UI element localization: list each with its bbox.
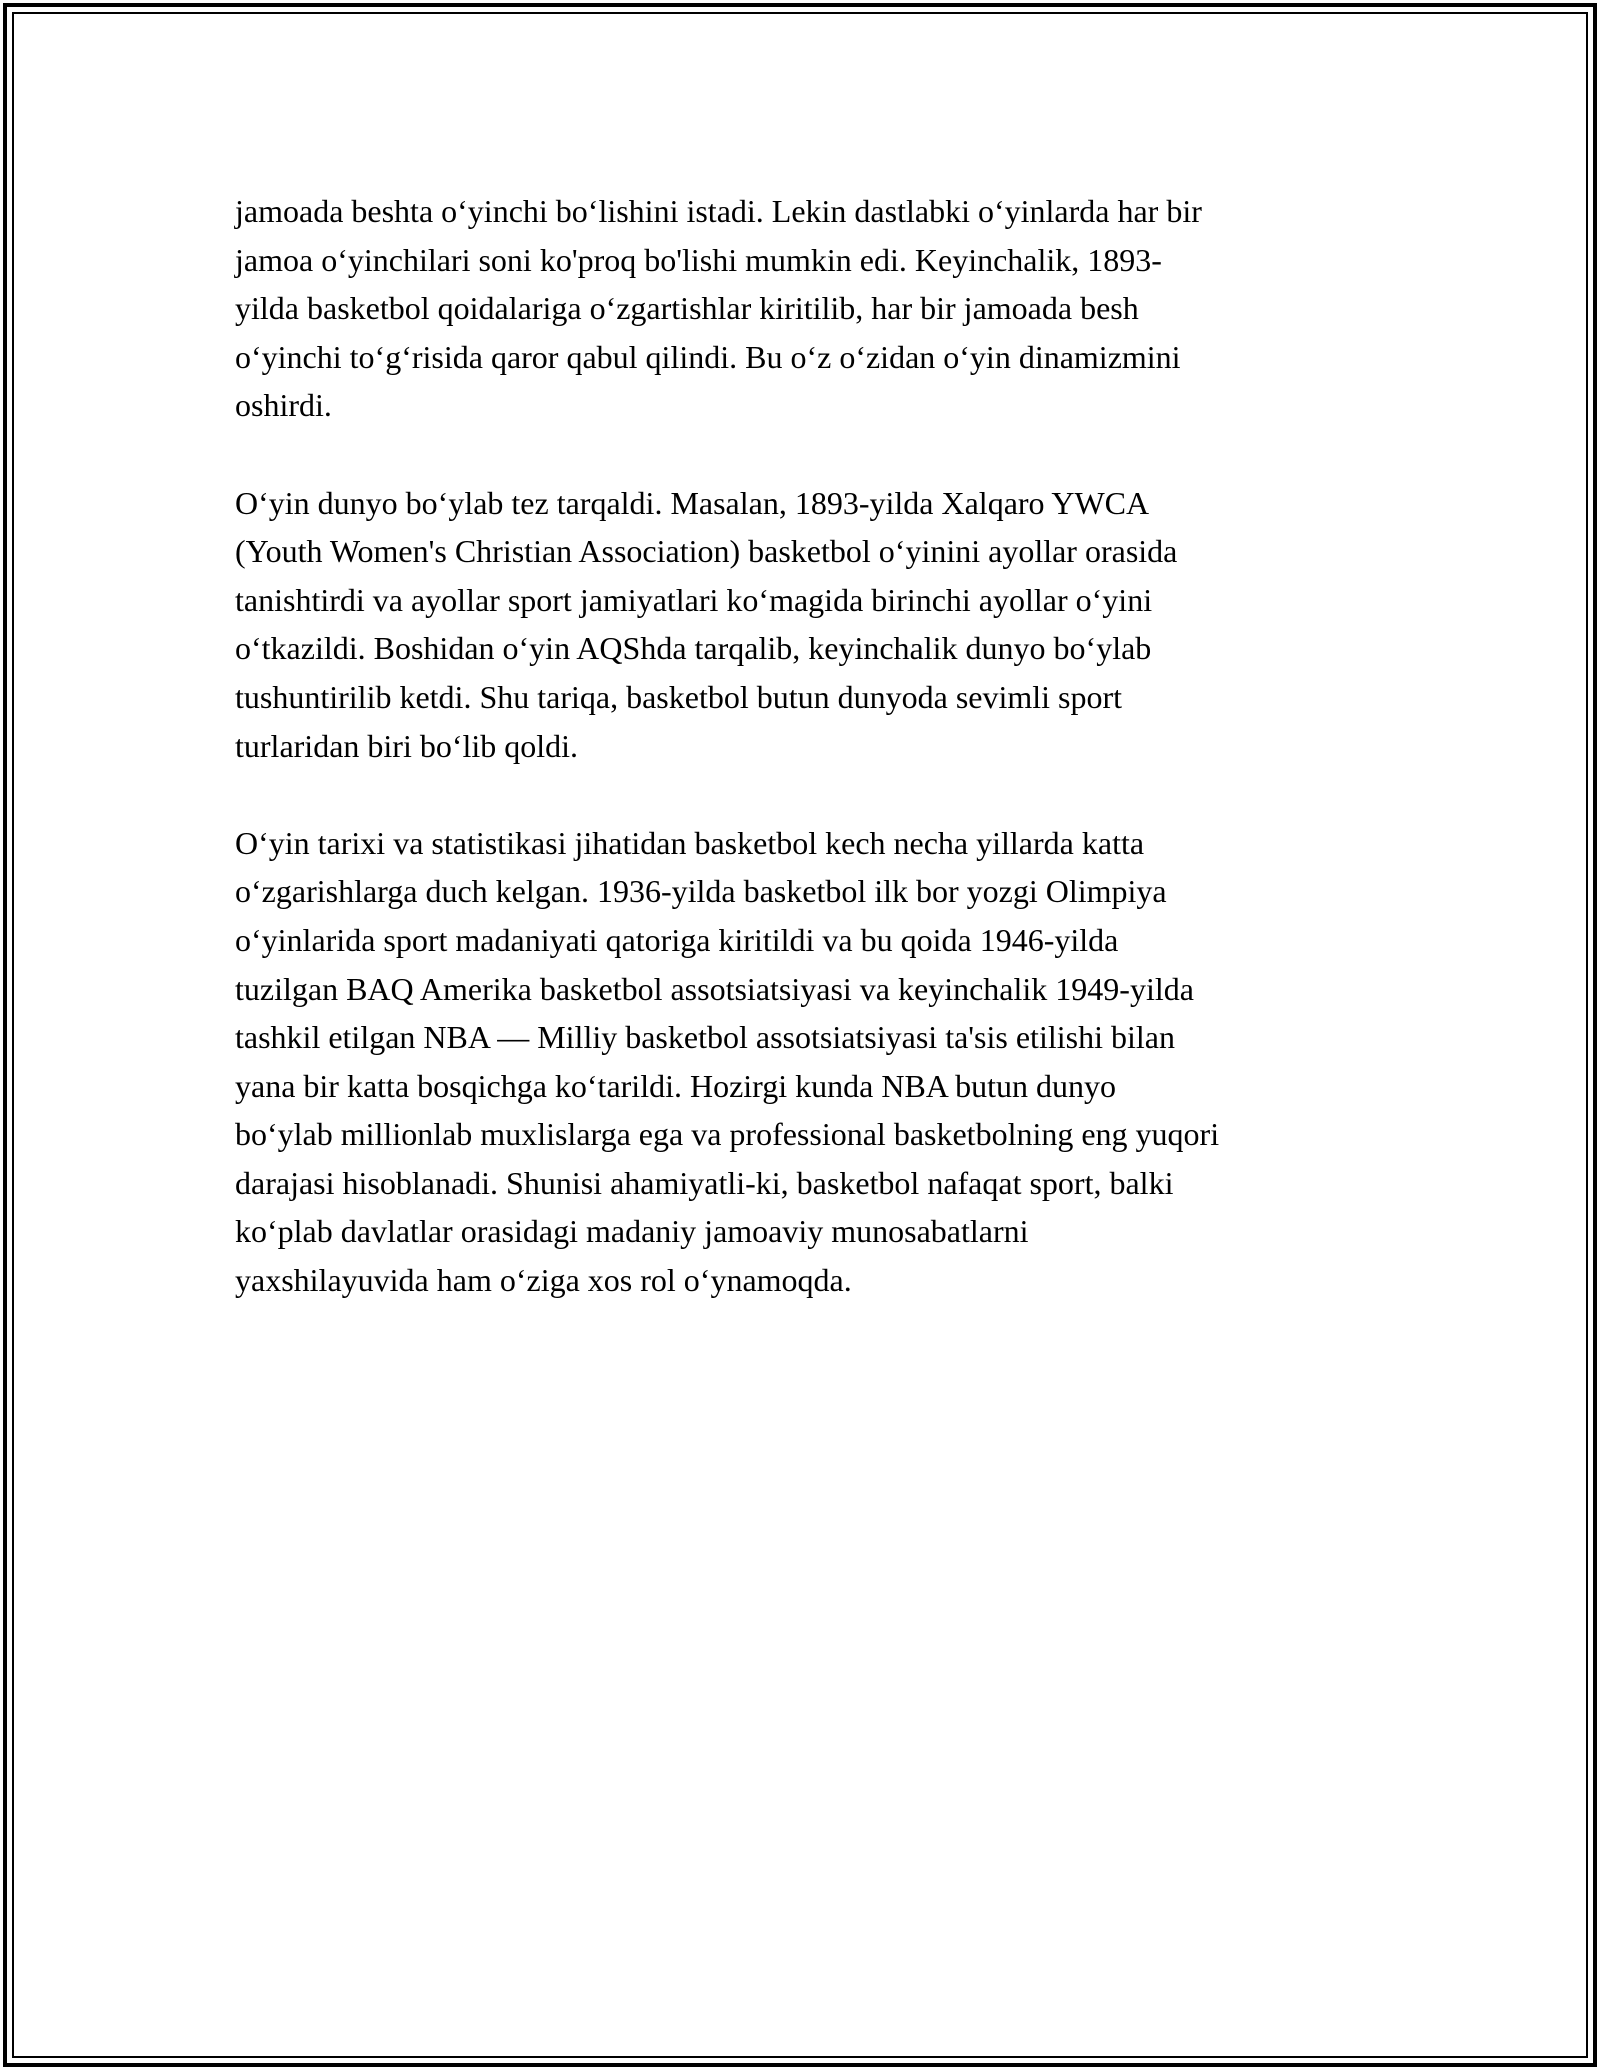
text-line: o‘yinchi to‘g‘risida qaror qabul qilindi. Bu o‘z o‘zidan o‘yin dinamizmini bbox=[235, 338, 1181, 375]
text-line: O‘yin tarixi va statistikasi jihatidan basketbol kech necha yillarda katta bbox=[235, 824, 1145, 861]
text-line: yilda basketbol qoidalariga o‘zgartishlar kiritilib, har bir jamoada besh bbox=[235, 290, 1139, 327]
paragraph-2 bbox=[235, 479, 1375, 771]
text-line: darajasi hisoblanadi. Shunisi ahamiyatli-ki, basketbol nafaqat sport, balki bbox=[235, 1164, 1174, 1201]
text-line: tashkil etilgan NBA — Milliy basketbol assotsiatsiyasi ta'sis etilishi bilan bbox=[235, 1019, 1175, 1056]
text-line: tanishtirdi va ayollar sport jamiyatlari ko‘magida birinchi ayollar o‘yini bbox=[235, 581, 1153, 618]
paragraph-3 bbox=[235, 819, 1375, 1305]
text-line: oshirdi. bbox=[235, 387, 332, 424]
paragraph-1 bbox=[235, 187, 1375, 430]
text-line: o‘zgarishlarga duch kelgan. 1936-yilda basketbol ilk bor yozgi Olimpiya bbox=[235, 873, 1167, 910]
document-body bbox=[235, 187, 1375, 1353]
text-line: jamoada beshta o‘yinchi bo‘lishini istadi. Lekin dastlabki o‘yinlarda har bir bbox=[235, 193, 1202, 229]
text-line: o‘yinlarida sport madaniyati qatoriga kiritildi va bu qoida 1946-yilda bbox=[235, 921, 1119, 958]
text-line: bo‘ylab millionlab muxlislarga ega va professional basketbolning eng yuqori bbox=[235, 1116, 1220, 1153]
text-line: O‘yin dunyo bo‘ylab tez tarqaldi. Masalan, 1893-yilda Xalqaro YWCA bbox=[235, 484, 1150, 521]
text-line: jamoa o‘yinchilari soni ko'proq bo'lishi mumkin edi. Keyinchalik, 1893- bbox=[235, 241, 1162, 278]
text-line: tuzilgan BAQ Amerika basketbol assotsiatsiyasi va keyinchalik 1949-yilda bbox=[235, 970, 1194, 1007]
text-line: yana bir katta bosqichga ko‘tarildi. Hozirgi kunda NBA butun dunyo bbox=[235, 1067, 1117, 1104]
text-line: (Youth Women's Christian Association) basketbol o‘yinini ayollar orasida bbox=[235, 533, 1178, 570]
text-line: turlaridan biri bo‘lib qoldi. bbox=[235, 727, 579, 764]
text-line: yaxshilayuvida ham o‘ziga xos rol o‘ynamoqda. bbox=[235, 1262, 852, 1299]
text-line: tushuntirilib ketdi. Shu tariqa, basketbol butun dunyoda sevimli sport bbox=[235, 678, 1123, 715]
text-line: ko‘plab davlatlar orasidagi madaniy jamoaviy munosabatlarni bbox=[235, 1213, 1029, 1250]
text-line: o‘tkazildi. Boshidan o‘yin AQShda tarqalib, keyinchalik dunyo bo‘ylab bbox=[235, 630, 1152, 667]
